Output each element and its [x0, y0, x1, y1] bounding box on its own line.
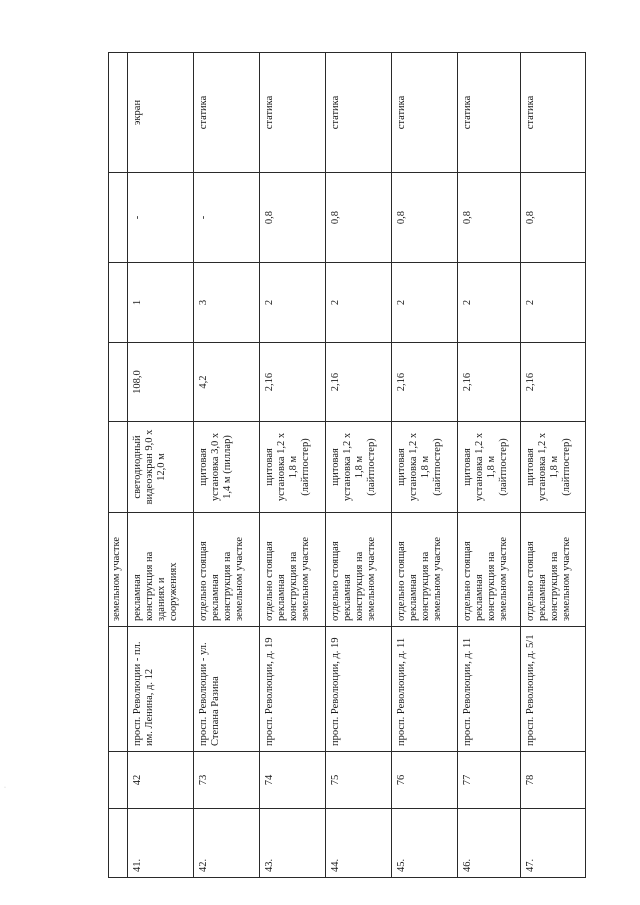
cell-num: 75	[326, 752, 392, 809]
cell-pos: 44.	[326, 809, 392, 878]
cell-size: 0,8	[326, 173, 392, 263]
cell-sides: 2	[458, 263, 521, 343]
cell-size: 0,8	[260, 173, 326, 263]
table-row-continuation	[109, 53, 128, 878]
scan-speck: ·	[4, 785, 6, 791]
cell-light: статика	[458, 53, 521, 173]
advertising-structures-table	[108, 52, 586, 878]
cell-continuation-kind	[109, 422, 128, 513]
cell-light: статика	[521, 53, 586, 173]
table-row	[194, 53, 260, 878]
cell-sides: 1	[128, 263, 194, 343]
cell-address: просп. Революции, д. 11	[392, 627, 458, 752]
cell-area: 2,16	[326, 343, 392, 422]
table-row	[521, 53, 586, 878]
cell-num: 73	[194, 752, 260, 809]
cell-pos: 43.	[260, 809, 326, 878]
cell-address: просп. Революции, д. 5/1	[521, 627, 586, 752]
cell-light: статика	[326, 53, 392, 173]
cell-type: отдельно стоящая рекламная конструкция на земельном участке	[392, 513, 458, 627]
cell-type: отдельно стоящая рекламная конструкция на земельном участке	[458, 513, 521, 627]
cell-sides: 2	[326, 263, 392, 343]
rotated-table-wrapper	[108, 53, 585, 878]
cell-continuation-num	[109, 752, 128, 809]
cell-size: 0,8	[458, 173, 521, 263]
cell-light: статика	[260, 53, 326, 173]
cell-kind: щитовая установка 3,0 х 1,4 м (пиллар)	[194, 422, 260, 513]
cell-pos: 42.	[194, 809, 260, 878]
cell-kind: щитовая установка 1,2 х 1,8 м (лайтпостер)	[458, 422, 521, 513]
table-row	[260, 53, 326, 878]
cell-type: отдельно стоящая рекламная конструкция на земельном участке	[194, 513, 260, 627]
cell-continuation-light	[109, 53, 128, 173]
cell-sides: 2	[260, 263, 326, 343]
cell-light: статика	[194, 53, 260, 173]
cell-address: просп. Революции, д. 19	[326, 627, 392, 752]
cell-address: просп. Революции - пл. им. Ленина, д. 12	[128, 627, 194, 752]
cell-type: отдельно стоящая рекламная конструкция на земельном участке	[521, 513, 586, 627]
cell-address: просп. Революции, д. 11	[458, 627, 521, 752]
cell-area: 108,0	[128, 343, 194, 422]
cell-size: -	[128, 173, 194, 263]
cell-num: 78	[521, 752, 586, 809]
cell-kind: щитовая установка 1,2 х 1,8 м (лайтпостер)	[326, 422, 392, 513]
cell-kind: щитовая установка 1,2 х 1,8 м (лайтпостер)	[392, 422, 458, 513]
cell-area: 2,16	[458, 343, 521, 422]
cell-area: 2,16	[521, 343, 586, 422]
cell-num: 77	[458, 752, 521, 809]
cell-size: 0,8	[392, 173, 458, 263]
cell-kind: светодиодный видеоэкран 9,0 х 12,0 м	[128, 422, 194, 513]
cell-num: 76	[392, 752, 458, 809]
table-row	[458, 53, 521, 878]
cell-size: 0,8	[521, 173, 586, 263]
cell-light: статика	[392, 53, 458, 173]
cell-continuation-type: земельном участке	[109, 513, 128, 627]
cell-num: 74	[260, 752, 326, 809]
cell-area: 2,16	[392, 343, 458, 422]
cell-continuation-size	[109, 173, 128, 263]
cell-type: отдельно стоящая рекламная конструкция на земельном участке	[260, 513, 326, 627]
cell-address: просп. Революции, д. 19	[260, 627, 326, 752]
cell-sides: 2	[392, 263, 458, 343]
cell-pos: 47.	[521, 809, 586, 878]
cell-continuation-area	[109, 343, 128, 422]
cell-kind: щитовая установка 1,2 х 1,8 м (лайтпостер)	[521, 422, 586, 513]
cell-area: 2,16	[260, 343, 326, 422]
cell-kind: щитовая установка 1,2 х 1,8 м (лайтпостер)	[260, 422, 326, 513]
cell-continuation-pos	[109, 809, 128, 878]
cell-continuation-sides	[109, 263, 128, 343]
cell-num: 42	[128, 752, 194, 809]
cell-address: просп. Революции - ул. Степана Разина	[194, 627, 260, 752]
cell-size: -	[194, 173, 260, 263]
table-row	[128, 53, 194, 878]
cell-pos: 46.	[458, 809, 521, 878]
cell-pos: 41.	[128, 809, 194, 878]
table-row	[326, 53, 392, 878]
cell-continuation-address	[109, 627, 128, 752]
table-row	[392, 53, 458, 878]
cell-sides: 2	[521, 263, 586, 343]
cell-pos: 45.	[392, 809, 458, 878]
cell-type: рекламная конструкция на зданиях и сооружениях	[128, 513, 194, 627]
cell-type: отдельно стоящая рекламная конструкция на земельном участке	[326, 513, 392, 627]
cell-area: 4,2	[194, 343, 260, 422]
cell-light: экран	[128, 53, 194, 173]
cell-sides: 3	[194, 263, 260, 343]
